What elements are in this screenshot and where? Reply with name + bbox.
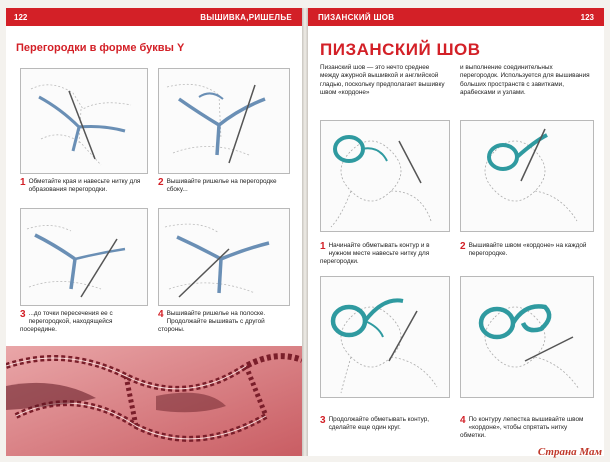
step-1-caption: 1 Обметайте края и навесьте нитку для образования перегородки. — [20, 177, 141, 194]
step-2-caption: 2 Вышивайте ришелье на перегородке сбоку... — [158, 177, 277, 194]
step-4-caption: 4 Вышивайте ришелье на полоске. Продолжайте вышивать с другой стороны. — [158, 309, 266, 334]
page-number-left: 122 — [14, 13, 28, 22]
section-title: Перегородки в форме буквы Y — [16, 42, 185, 54]
pisa-step-1-caption: 1 Начинайте обметывать контур и в нужном месте навесьте нитку для перегородки. — [320, 241, 430, 266]
running-head-title-right: ПИЗАНСКИЙ ШОВ — [318, 13, 395, 22]
intro-column-1: Пизанский шов — это нечто среднее между ажурной вышивкой и английской гладью, поскольку предполагает вышивку швом «кордоне» — [320, 64, 445, 97]
pisa-step-3-caption: 3 Продолжайте обметывать контур, сделайте еще один круг. — [320, 415, 430, 432]
page-number-right: 123 — [580, 13, 594, 22]
left-page — [6, 8, 302, 456]
running-head-left — [6, 8, 302, 26]
watermark: Страна Мам — [537, 446, 602, 458]
step-2-illustration — [158, 68, 290, 174]
step-1-illustration — [20, 68, 148, 174]
pisa-step-4-illustration — [460, 276, 594, 398]
intro-column-2: и выполнение соединительных перегородок. Используется для вышивания больших пространств с завитками, арабесками и узлами. — [460, 64, 590, 97]
pisa-step-3-illustration — [320, 276, 450, 398]
page-title: ПИЗАНСКИЙ ШОВ — [320, 40, 481, 59]
right-page — [308, 8, 604, 456]
running-head-title-left: ВЫШИВКА,РИШЕЛЬЕ — [200, 13, 292, 22]
pisa-step-2-illustration — [460, 120, 594, 232]
step-4-illustration — [158, 208, 290, 306]
embroidery-photo — [6, 346, 302, 456]
pisa-step-2-caption: 2 Вышивайте швом «кордоне» на каждой перегородке. — [460, 241, 587, 258]
step-3-caption: 3 ...до точки пересечения ее с перегородкой, находящейся посередине. — [20, 309, 113, 334]
running-head-right — [308, 8, 604, 26]
step-3-illustration — [20, 208, 148, 306]
pisa-step-1-illustration — [320, 120, 450, 232]
pisa-step-4-caption: 4 По контуру лепестка вышивайте швом «кордоне», чтобы спрятать нитку обметки. — [460, 415, 584, 440]
